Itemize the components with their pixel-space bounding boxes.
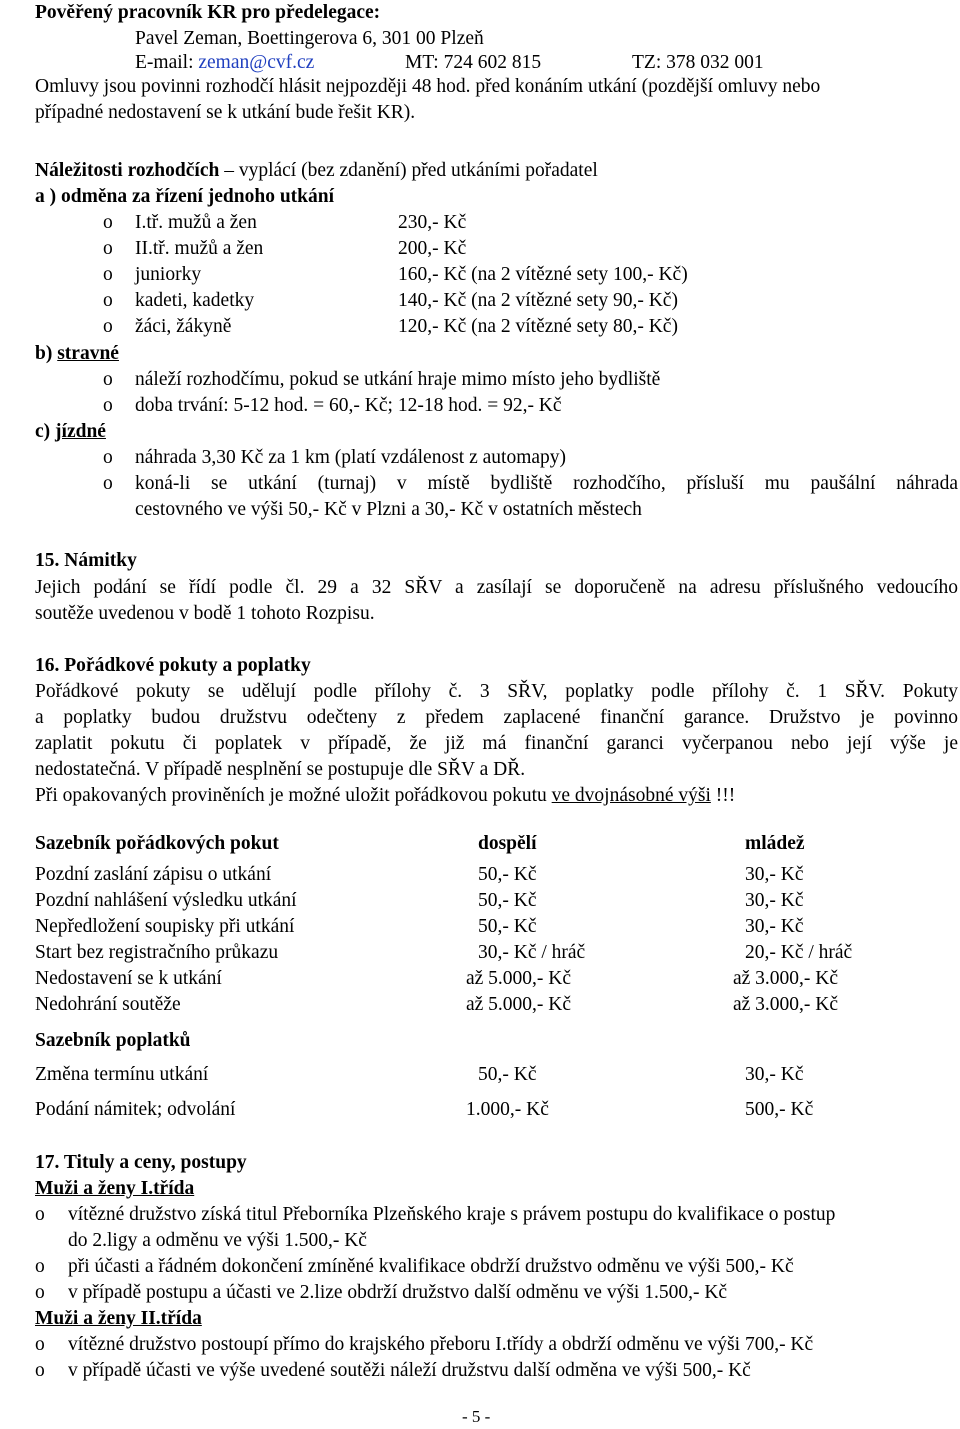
fee-row-value: 200,- Kč [398, 238, 467, 259]
bullet-marker: o [103, 290, 113, 311]
fines-row-adults: až 5.000,- Kč [466, 968, 572, 989]
fee-row-label: žáci, žákyně [135, 316, 232, 337]
bullet-marker: o [35, 1360, 45, 1381]
section-15-text: soutěže uvedenou v bodě 1 tohoto Rozpisu. [35, 603, 375, 624]
fees-c-prefix: c) [35, 421, 56, 442]
fees-a-title: a ) odměna za řízení jednoho utkání [35, 186, 335, 207]
fines-row-youth: 20,- Kč / hráč [745, 942, 853, 963]
bullet-marker: o [103, 395, 113, 416]
email-label: E-mail: [135, 52, 194, 73]
section-17-heading: 17. Tituly a ceny, postupy [35, 1152, 247, 1173]
fees-b-title [35, 341, 119, 367]
list-item: náleží rozhodčímu, pokud se utkání hraje mimo místo jeho bydliště [135, 369, 661, 390]
section-15-heading: 15. Námitky [35, 550, 137, 571]
fines-table-header: Sazebník pořádkových pokut [35, 833, 279, 854]
fines-row-adults: až 5.000,- Kč [466, 994, 572, 1015]
section-17-sub1: Muži a ženy I.třída [35, 1178, 195, 1199]
fines-col-adults: dospělí [478, 833, 537, 854]
fees-c-label: jízdné [55, 421, 106, 442]
fines-row-label: Pozdní nahlášení výsledku utkání [35, 890, 297, 911]
list-item: v případě účasti ve výše uvedené soutěži náleží družstvu další odměna ve výši 500,- Kč [68, 1360, 751, 1381]
fee-row-value: 160,- Kč (na 2 vítězné sety 100,- Kč) [398, 264, 688, 285]
email-link[interactable]: zeman@cvf.cz [198, 52, 315, 73]
fines-row-youth: 30,- Kč [745, 890, 804, 911]
list-item: náhrada 3,30 Kč za 1 km (platí vzdálenost z automapy) [135, 447, 567, 468]
fees-intro-rest: – vyplácí (bez zdanění) před utkáními pořadatel [219, 160, 598, 181]
fees-intro-bold: Náležitosti rozhodčích [35, 160, 220, 181]
list-item-continuation: cestovného ve výši 50,- Kč v Plzni a 30,- Kč v ostatních městech [135, 499, 642, 520]
fines-col-youth: mládež [745, 833, 805, 854]
fee-row-value: 120,- Kč (na 2 vítězné sety 80,- Kč) [398, 316, 678, 337]
page-number: - 5 - [462, 1407, 491, 1426]
bullet-marker: o [103, 316, 113, 337]
excuse-text-2: případné nedostavení se k utkání bude řešit KR). [35, 102, 416, 123]
section-16-text: nedostatečná. V případě nesplnění se postupuje dle SŘV a DŘ. [35, 759, 526, 780]
list-item-continuation: do 2.ligy a odměnu ve výši 1.500,- Kč [68, 1230, 367, 1251]
fines-row-youth: až 3.000,- Kč [733, 968, 839, 989]
fines-row-adults: 30,- Kč / hráč [478, 942, 586, 963]
fees-b-prefix: b) [35, 343, 58, 364]
phone-tz: TZ: 378 032 001 [632, 52, 764, 73]
section-16-underlined: ve dvojnásobné výši [551, 785, 711, 806]
section-16-text-part: Při opakovaných proviněních je možné uložit pořádkovou pokutu [35, 785, 552, 806]
fee-row-value: 140,- Kč (na 2 vítězné sety 90,- Kč) [398, 290, 678, 311]
fines-row-label: Nedohrání soutěže [35, 994, 181, 1015]
list-item: koná-li se utkání (turnaj) v místě bydliště rozhodčího, přísluší mu paušální náhrada [135, 473, 958, 494]
list-item: vítězné družstvo postoupí přímo do krajského přeboru I.třídy a obdrží odměnu ve výši 700,- Kč [68, 1334, 814, 1355]
bullet-marker: o [103, 238, 113, 259]
section-16-text: Pořádkové pokuty se udělují podle přílohy č. 3 SŘV, poplatky podle přílohy č. 1 SŘV. Pokuty [35, 681, 958, 702]
bullet-marker: o [35, 1282, 45, 1303]
fees-c-title [35, 419, 106, 445]
fee-row-label: II.tř. mužů a žen [135, 238, 264, 259]
fines-row-youth: až 3.000,- Kč [733, 994, 839, 1015]
fines-row-label: Start bez registračního průkazu [35, 942, 279, 963]
fee-row-value: 230,- Kč [398, 212, 467, 233]
delegate-email-line [135, 50, 314, 76]
list-item: doba trvání: 5-12 hod. = 60,- Kč; 12-18 hod. = 92,- Kč [135, 395, 562, 416]
fines-row-label: Pozdní zaslání zápisu o utkání [35, 864, 272, 885]
excuse-text-1: Omluvy jsou povinni rozhodčí hlásit nejpozději 48 hod. před konáním utkání (pozdější omluvy nebo [35, 76, 821, 97]
fees-row-label: Změna termínu utkání [35, 1064, 209, 1085]
fees-table-header: Sazebník poplatků [35, 1030, 191, 1051]
fee-row-label: I.tř. mužů a žen [135, 212, 257, 233]
fee-row-label: kadeti, kadetky [135, 290, 255, 311]
fees-intro [35, 158, 598, 184]
bullet-marker: o [103, 447, 113, 468]
list-item: při účasti a řádném dokončení zmíněné kvalifikace obdrží družstvo odměnu ve výši 500,- Kč [68, 1256, 794, 1277]
section-16-text: zaplatit pokutu či poplatek v případě, že již má finanční garanci vyčerpanou nebo její výše je [35, 733, 958, 754]
section-16-text: a poplatky budou družstvu odečteny z předem zaplacené finanční garance. Družstvo je povinno [35, 707, 958, 728]
bullet-marker: o [35, 1256, 45, 1277]
delegate-address: Pavel Zeman, Boettingerova 6, 301 00 Plzeň [135, 28, 484, 49]
section-15-text: Jejich podání se řídí podle čl. 29 a 32 SŘV a zasílají se doporučeně na adresu příslušného vedoucího [35, 577, 958, 598]
fees-b-label: stravné [57, 343, 119, 364]
section-16-heading: 16. Pořádkové pokuty a poplatky [35, 655, 311, 676]
list-item: v případě postupu a účasti ve 2.lize obdrží družstvo další odměnu ve výši 1.500,- Kč [68, 1282, 728, 1303]
fines-row-label: Nepředložení soupisky při utkání [35, 916, 295, 937]
phone-mt: MT: 724 602 815 [405, 52, 542, 73]
section-17-sub2: Muži a ženy II.třída [35, 1308, 202, 1329]
section-16-text-part: !!! [710, 785, 736, 806]
fines-row-youth: 30,- Kč [745, 864, 804, 885]
bullet-marker: o [103, 473, 113, 494]
fees-row-label: Podání námitek; odvolání [35, 1099, 236, 1120]
list-item: vítězné družstvo získá titul Přeborníka Plzeňského kraje s právem postupu do kvalifikace o postup [68, 1204, 836, 1225]
fees-row-youth: 30,- Kč [745, 1064, 804, 1085]
fee-row-label: juniorky [135, 264, 202, 285]
bullet-marker: o [103, 264, 113, 285]
fines-row-adults: 50,- Kč [478, 916, 537, 937]
bullet-marker: o [103, 369, 113, 390]
delegate-title: Pověřený pracovník KR pro předelegace: [35, 2, 381, 23]
fees-row-adults: 50,- Kč [478, 1064, 537, 1085]
fines-row-youth: 30,- Kč [745, 916, 804, 937]
bullet-marker: o [103, 212, 113, 233]
fees-row-youth: 500,- Kč [745, 1099, 814, 1120]
fees-row-adults: 1.000,- Kč [466, 1099, 549, 1120]
fines-row-adults: 50,- Kč [478, 864, 537, 885]
section-16-text [35, 783, 735, 809]
bullet-marker: o [35, 1204, 45, 1225]
fines-row-label: Nedostavení se k utkání [35, 968, 222, 989]
bullet-marker: o [35, 1334, 45, 1355]
fines-row-adults: 50,- Kč [478, 890, 537, 911]
